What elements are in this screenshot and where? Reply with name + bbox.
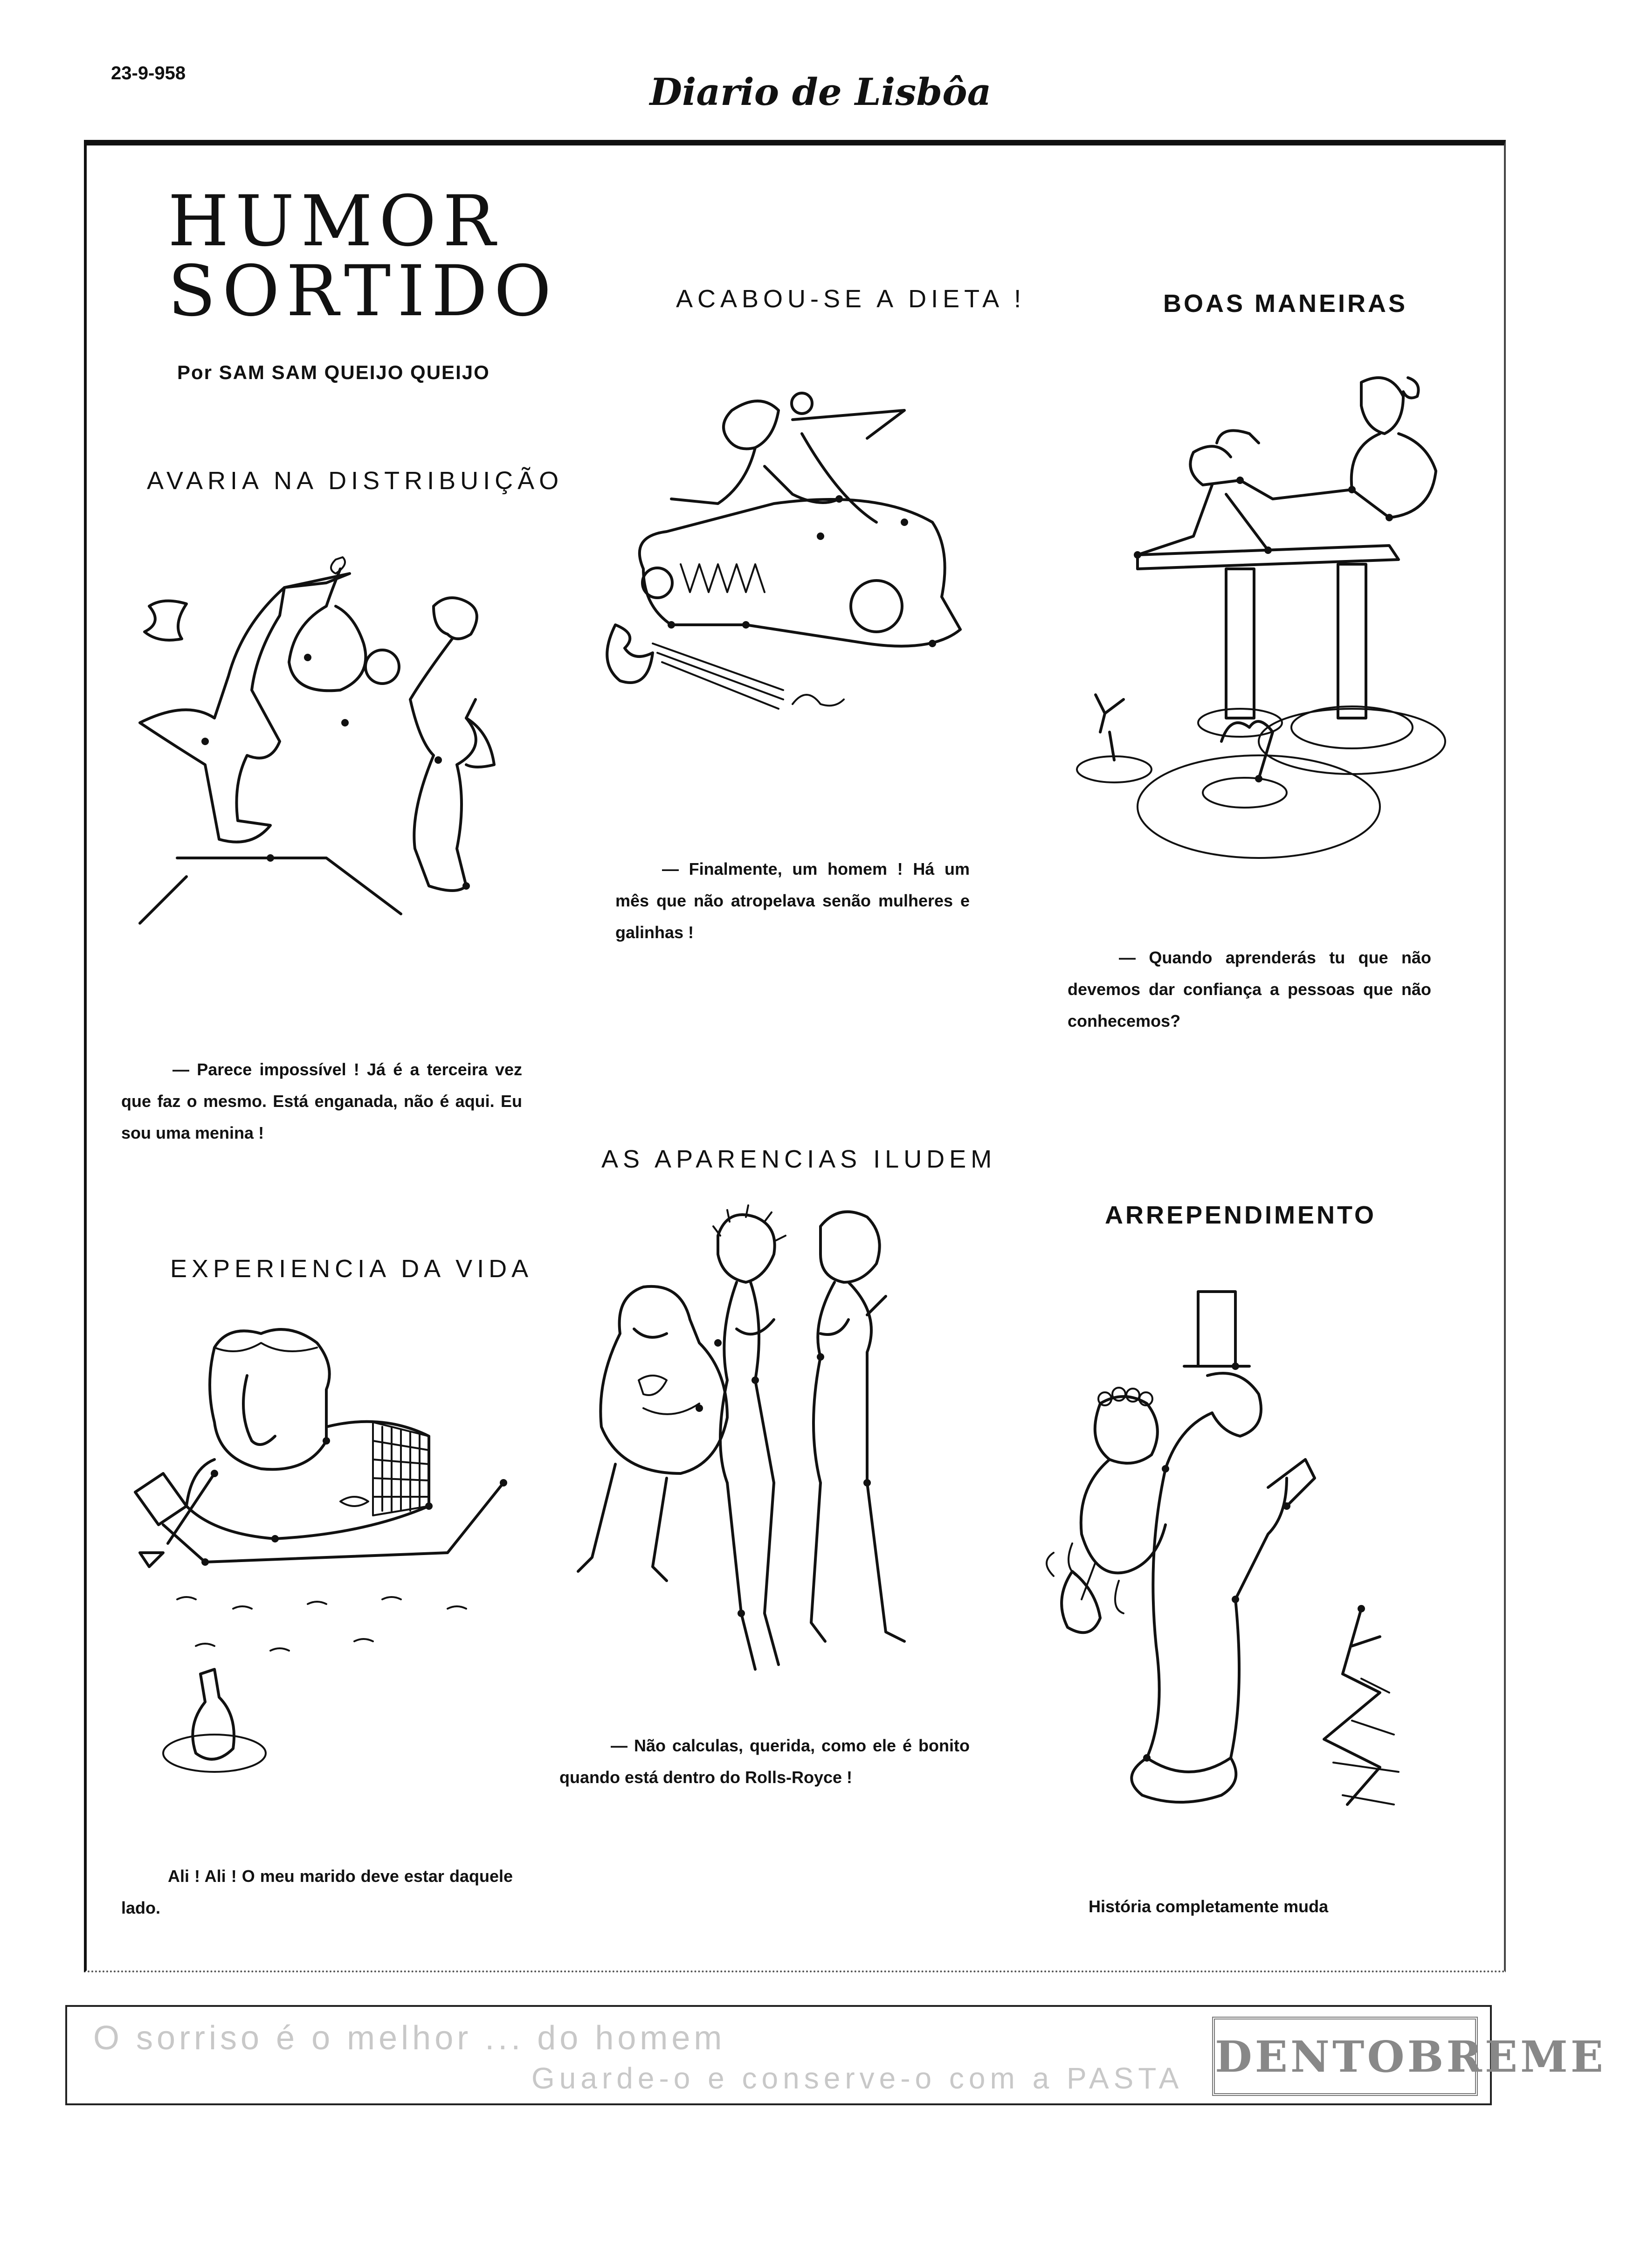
cartoon-2-caption: — Finalmente, um homem ! Há um mês que não atropelava senão mulheres e galinhas ! bbox=[615, 859, 970, 942]
cartoon-1-drawing bbox=[131, 522, 550, 989]
newspaper-masthead: Diario de Lisbôa bbox=[649, 70, 992, 114]
cartoon-1-caption: — Parece impossível ! Já é a terceira vez que faz o mesmo. Está enganada, não é aqui. Eu sou uma menina ! bbox=[121, 1060, 522, 1142]
advert-brand-logo: DENTOBREME bbox=[1212, 2017, 1478, 2096]
cartoon-2-title: ACABOU-SE A DIETA ! bbox=[676, 285, 1026, 313]
cartoon-1-title: AVARIA NA DISTRIBUIÇÃO bbox=[147, 467, 564, 495]
cartoon-6-drawing bbox=[1026, 1273, 1473, 1851]
cartoon-4-title: EXPERIENCIA DA VIDA bbox=[170, 1255, 533, 1283]
cartoon-4-caption: Ali ! Ali ! O meu marido deve estar daquele lado. bbox=[121, 1867, 513, 1917]
feature-title-line1: HUMOR bbox=[168, 181, 502, 262]
advert-line-1: O sorriso é o melhor ... do homem bbox=[93, 2019, 726, 2057]
feature-title-line2: SORTIDO bbox=[168, 251, 558, 332]
cartoon-4-drawing bbox=[121, 1320, 531, 1837]
issue-date: 23-9-958 bbox=[111, 63, 186, 83]
feature-title bbox=[168, 181, 558, 332]
cartoon-3-caption: — Quando aprenderás tu que não devemos dar confiança a pessoas que não conhecemos? bbox=[1068, 948, 1431, 1030]
cartoon-3-title: BOAS MANEIRAS bbox=[1163, 290, 1408, 318]
feature-byline: Por SAM SAM QUEIJO QUEIJO bbox=[177, 361, 490, 383]
cartoon-5-caption: — Não calculas, querida, como ele é bonito quando está dentro do Rolls-Royce ! bbox=[559, 1736, 970, 1787]
cartoon-5-title: AS APARENCIAS ILUDEM bbox=[601, 1145, 997, 1173]
cartoon-2-drawing bbox=[578, 382, 998, 802]
cartoon-5-drawing bbox=[559, 1203, 979, 1707]
cartoon-3-drawing bbox=[1063, 359, 1473, 909]
cartoon-6-caption: História completamente muda bbox=[1089, 1897, 1329, 1916]
cartoon-6-title: ARREPENDIMENTO bbox=[1105, 1201, 1377, 1229]
advert-line-2: Guarde-o e conserve-o com a PASTA bbox=[531, 2061, 1184, 2095]
